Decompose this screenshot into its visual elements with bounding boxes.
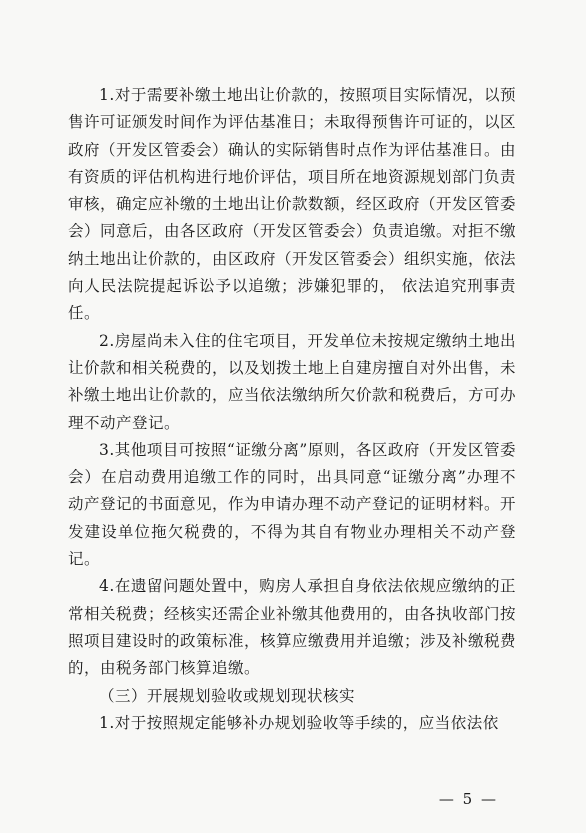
section-heading-planning-acceptance: （三）开展规划验收或规划现状核实 <box>99 686 356 705</box>
paragraph-land-premium: 1.对于需要补缴土地出让价款的，按照项目实际情况，以预售许可证颁发时间作为评估基准日；未取得预售许可证的，以区政府（开发区管委会）确认的实际销售时点作为评估基准日。由有资质的评估机构进行地价评估，项目所在地资源规划部门负责审核，确定应补缴的土地出让价款数额，经区政府（开发区管委会）同意后，由各区政府（开发区管委会）负责追缴。对拒不缴纳土地出让价款的，由区政府（开发区管委会）组织实施，依法向人民法院提起诉讼予以追缴；涉嫌犯罪的， 依法追究刑事责任。 <box>68 86 517 323</box>
page-number: — 5 — <box>438 790 498 808</box>
paragraph-certificate-separation: 3.其他项目可按照“证缴分离”原则，各区政府（开发区管委会）在启动费用追缴工作的同时，出具同意“证缴分离”办理不动产登记的书面意见，作为申请办理不动产登记的证明材料。开发建设单位拖欠税费的，不得为其自有物业办理相关不动产登记。 <box>68 440 517 569</box>
paragraph-buyer-taxes: 4.在遗留问题处置中，购房人承担自身依法依规应缴纳的正常相关税费；经核实还需企业补缴其他费用的，由各执收部门按照项目建设时的政策标准，核算应缴费用并追缴；涉及补缴税费的，由税务部门核算追缴。 <box>68 577 517 678</box>
paragraph-unoccupied-housing: 2.房屋尚未入住的住宅项目，开发单位未按规定缴纳土地出让价款和相关税费的，以及划拨土地上自建房擅自对外出售，未补缴土地出让价款的，应当依法缴纳所欠价款和税费后，方可办理不动产登记。 <box>68 331 517 432</box>
paragraph-planning-acceptance: 1.对于按照规定能够补办规划验收等手续的，应当依法依 <box>99 713 499 732</box>
document-body <box>68 82 516 737</box>
